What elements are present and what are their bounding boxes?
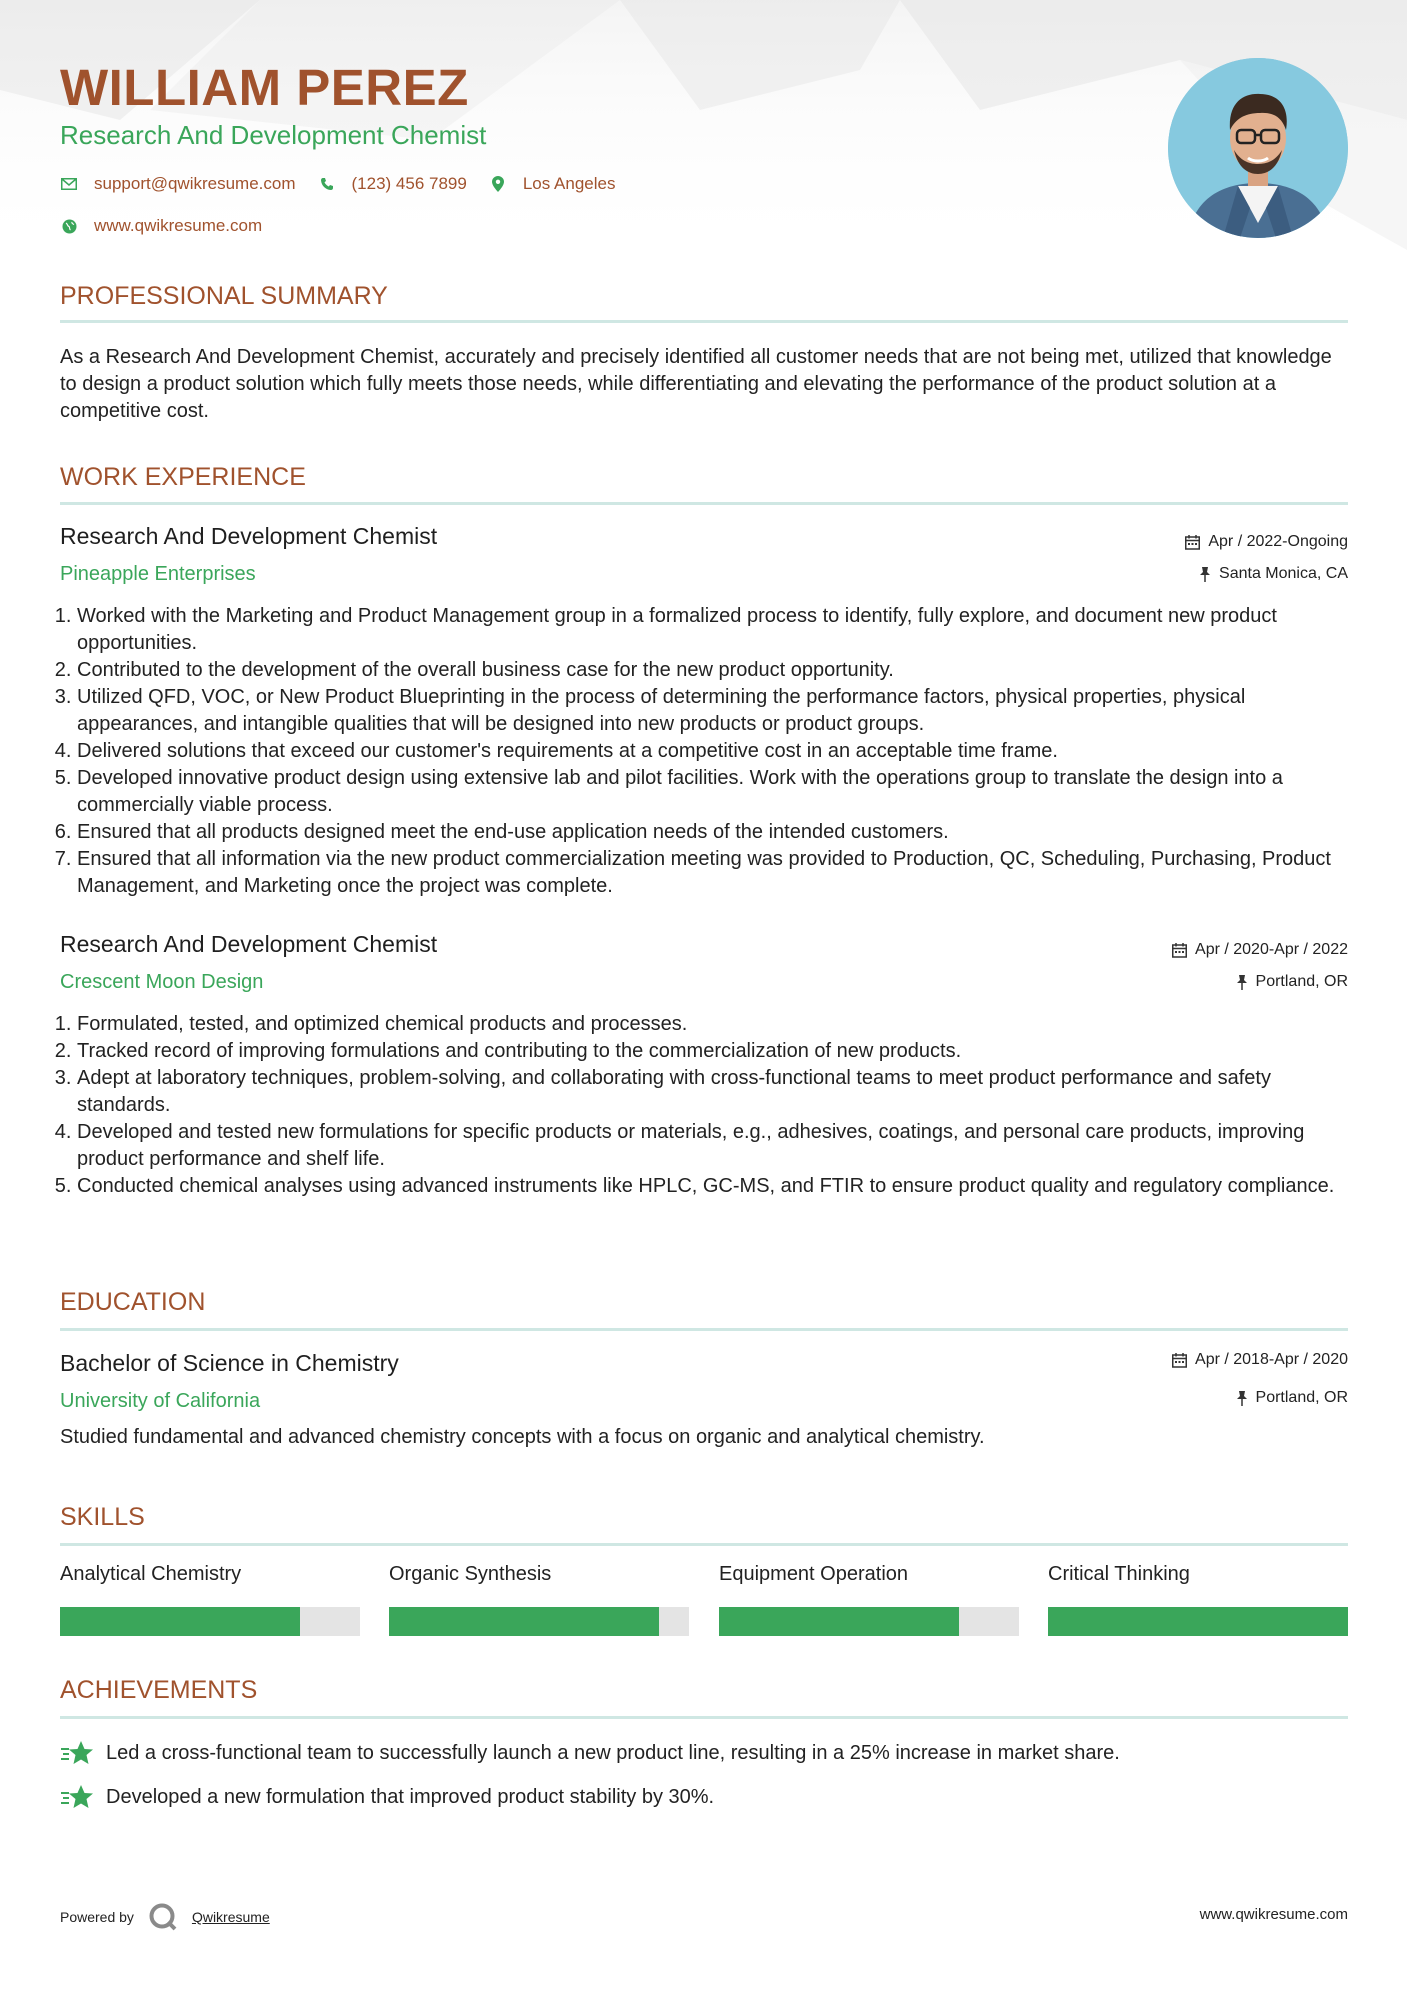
skill-bar-fill: [60, 1607, 300, 1636]
list-item: 4. Developed and tested new formulations for specific products or materials, e.g., adhesives, coatings, and personal care products, improving product performance and shelf life.: [77, 1119, 1365, 1173]
skill-bar: [389, 1607, 689, 1636]
calendar-icon: [1172, 943, 1187, 958]
skill-bar-fill: [389, 1607, 659, 1636]
education-dates: [1172, 1351, 1348, 1369]
skill-label: Analytical Chemistry: [60, 1563, 242, 1585]
achievements-heading: ACHIEVEMENTS: [60, 1676, 258, 1704]
skill-bar: [719, 1607, 1019, 1636]
list-item: 2. Contributed to the development of the overall business case for the new product opportunity.: [77, 657, 1365, 684]
website-text: www.qwikresume.com: [94, 216, 263, 235]
list-item: 1. Formulated, tested, and optimized chemical products and processes.: [77, 1011, 1365, 1038]
job-2-dates-text: Apr / 2020-Apr / 2022: [1195, 941, 1348, 958]
star-award-icon: [60, 1740, 94, 1766]
education-heading: EDUCATION: [60, 1288, 206, 1316]
contact-row-secondary: [60, 216, 284, 236]
footer-website[interactable]: www.qwikresume.com: [1199, 1906, 1348, 1923]
phone-icon: [318, 175, 336, 193]
list-item: 3. Utilized QFD, VOC, or New Product Blueprinting in the process of determining the performance factors, physical properties, physical appearances, and intangible qualities that will be designed into new products or product groups.: [77, 684, 1365, 738]
pushpin-icon: [1236, 975, 1248, 990]
summary-heading: PROFESSIONAL SUMMARY: [60, 282, 388, 310]
location-text: Los Angeles: [522, 174, 616, 193]
star-award-icon: [60, 1784, 94, 1810]
list-item: 6. Ensured that all products designed meet the end-use application needs of the intended customers.: [77, 819, 1365, 846]
list-item: 3. Adept at laboratory techniques, problem-solving, and collaborating with cross-functional teams to meet product performance and safety standards.: [77, 1065, 1365, 1119]
list-item: 1. Worked with the Marketing and Product Management group in a formalized process to identify, fully explore, and document new product opportunities.: [77, 603, 1365, 657]
job-1-title: Research And Development Chemist: [60, 523, 438, 549]
job-1-responsibilities: [60, 603, 1365, 900]
contact-location: [489, 174, 616, 194]
job-1-location-text: Santa Monica, CA: [1219, 565, 1348, 582]
job-2-location-text: Portland, OR: [1255, 973, 1348, 990]
education-dates-text: Apr / 2018-Apr / 2020: [1195, 1351, 1348, 1368]
powered-by-label: Powered by: [60, 1909, 134, 1925]
skill-item: [1048, 1563, 1348, 1636]
education-description: Studied fundamental and advanced chemistry concepts with a focus on organic and analytical chemistry.: [60, 1426, 985, 1448]
achievement-text: Developed a new formulation that improved product stability by 30%.: [106, 1785, 715, 1808]
skill-item: [389, 1563, 689, 1636]
job-1-dates: [1185, 533, 1348, 551]
skill-label: Critical Thinking: [1048, 1563, 1190, 1585]
job-2-location: [1236, 973, 1348, 991]
summary-divider: [60, 320, 1348, 323]
education-divider: [60, 1328, 1348, 1331]
email-text: support@qwikresume.com: [94, 174, 296, 193]
skill-label: Organic Synthesis: [389, 1563, 552, 1585]
job-1-location: [1199, 565, 1348, 583]
summary-text: As a Research And Development Chemist, accurately and precisely identified all customer needs that are not being met, utilized that knowledge to design a product solution which fully meets those needs, while differentiating and elevating the performance of the product solution at a competitive cost.: [60, 346, 1332, 422]
job-2-company: Crescent Moon Design: [60, 971, 264, 993]
profile-photo: [1168, 58, 1348, 238]
list-item: 4. Delivered solutions that exceed our customer's requirements at a competitive cost in an acceptable time frame.: [77, 738, 1365, 765]
job-2-responsibilities: [60, 1011, 1365, 1200]
skill-bar: [1048, 1607, 1348, 1636]
contact-website[interactable]: [60, 216, 262, 236]
contact-email[interactable]: [60, 174, 296, 194]
skill-bar-fill: [719, 1607, 959, 1636]
skill-bar-fill: [1048, 1607, 1348, 1636]
skill-bar: [60, 1607, 360, 1636]
skills-divider: [60, 1543, 1348, 1546]
achievement-text: Led a cross-functional team to successfully launch a new product line, resulting in a 25% increase in market share.: [106, 1741, 1120, 1764]
phone-text: (123) 456 7899: [351, 174, 467, 193]
experience-divider: [60, 502, 1348, 505]
map-pin-icon: [489, 175, 507, 193]
envelope-icon: [60, 175, 78, 193]
contact-row-primary: [60, 174, 637, 194]
calendar-icon: [1185, 535, 1200, 550]
qwikresume-logo-icon: [148, 1902, 178, 1932]
job-2-title: Research And Development Chemist: [60, 931, 438, 957]
contact-phone[interactable]: [318, 174, 467, 194]
education-degree: Bachelor of Science in Chemistry: [60, 1350, 399, 1376]
skill-item: [60, 1563, 360, 1636]
pushpin-icon: [1199, 567, 1211, 582]
job-1-dates-text: Apr / 2022-Ongoing: [1208, 533, 1348, 550]
pushpin-icon: [1236, 1391, 1248, 1406]
achievements-divider: [60, 1716, 1348, 1719]
education-location: [1236, 1389, 1348, 1407]
experience-heading: WORK EXPERIENCE: [60, 463, 306, 491]
calendar-icon: [1172, 1353, 1187, 1368]
candidate-name: WILLIAM PEREZ: [60, 59, 469, 116]
skill-item: [719, 1563, 1019, 1636]
achievement-item: [60, 1740, 1120, 1766]
job-2-dates: [1172, 941, 1348, 959]
globe-icon: [60, 217, 78, 235]
skills-heading: SKILLS: [60, 1503, 145, 1531]
list-item: 7. Ensured that all information via the new product commercialization meeting was provided to Production, QC, Scheduling, Purchasing, Product Management, and Marketing once the project was complete.: [77, 846, 1365, 900]
education-location-text: Portland, OR: [1255, 1389, 1348, 1406]
portrait-illustration: [1168, 58, 1348, 238]
brand-link[interactable]: Qwikresume: [191, 1909, 270, 1925]
skill-label: Equipment Operation: [719, 1563, 909, 1585]
list-item: 5. Conducted chemical analyses using advanced instruments like HPLC, GC-MS, and FTIR to ensure product quality and regulatory compliance.: [77, 1173, 1365, 1200]
list-item: 5. Developed innovative product design using extensive lab and pilot facilities. Work with the operations group to translate the design into a commercially viable process.: [77, 765, 1365, 819]
candidate-title: Research And Development Chemist: [60, 120, 487, 150]
education-school: University of California: [60, 1390, 261, 1412]
job-1-company: Pineapple Enterprises: [60, 563, 256, 585]
list-item: 2. Tracked record of improving formulations and contributing to the commercialization of new products.: [77, 1038, 1365, 1065]
achievement-item: [60, 1784, 714, 1810]
footer-powered-by: [60, 1902, 270, 1932]
